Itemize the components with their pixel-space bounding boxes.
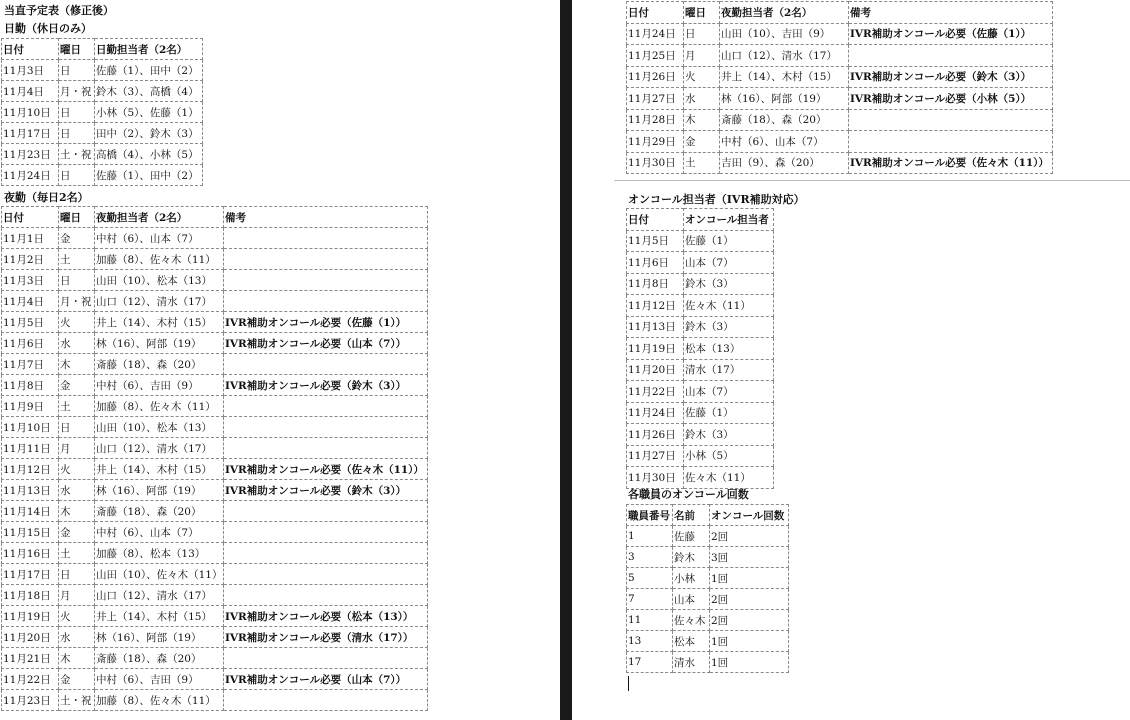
table-cell[interactable]: 火 [59, 606, 95, 627]
table-cell[interactable]: 11月12日 [627, 295, 684, 317]
table-cell[interactable]: 11月19日 [2, 606, 59, 627]
table-cell[interactable]: 11月3日 [2, 60, 59, 81]
table-cell[interactable]: 日 [59, 165, 95, 186]
table-cell[interactable]: 佐藤 [673, 526, 710, 547]
table-cell[interactable]: 土 [59, 396, 95, 417]
table-cell[interactable] [224, 648, 428, 669]
table-cell[interactable] [224, 228, 428, 249]
table-cell[interactable]: 鈴木 [673, 547, 710, 568]
document-title: 当直予定表（修正後） [4, 4, 114, 17]
table-cell[interactable]: 佐藤（1）、田中（2） [95, 165, 203, 186]
table-cell[interactable]: IVR補助オンコール必要（佐々木（11）） [849, 152, 1053, 174]
table-cell[interactable]: 土 [684, 152, 720, 174]
table-row [627, 652, 789, 673]
table-cell[interactable]: 山田（10）、吉田（9） [720, 23, 849, 45]
table-row [2, 585, 428, 606]
table-cell[interactable]: 11月6日 [627, 252, 684, 274]
table-cell[interactable]: 金 [59, 669, 95, 690]
table-cell[interactable]: 11月8日 [2, 375, 59, 396]
table-row [627, 467, 774, 489]
table-cell[interactable]: 月 [59, 585, 95, 606]
table-cell[interactable]: 山本（7） [684, 381, 774, 403]
table-cell[interactable]: 11月27日 [627, 445, 684, 467]
table-cell[interactable]: 火 [59, 459, 95, 480]
table-cell[interactable]: 13 [627, 631, 673, 652]
oncall-count-heading: 各職員のオンコール回数 [628, 488, 749, 501]
table-cell[interactable]: 林（16）、阿部（19） [95, 627, 224, 648]
table-cell[interactable]: 11月9日 [2, 396, 59, 417]
table-cell[interactable]: 加藤（8）、佐々木（11） [95, 249, 224, 270]
table-row [2, 270, 428, 291]
table-row [2, 333, 428, 354]
table-cell[interactable]: 11月12日 [2, 459, 59, 480]
table-cell[interactable]: 加藤（8）、佐々木（11） [95, 396, 224, 417]
table-cell[interactable]: 木 [59, 648, 95, 669]
table-cell[interactable] [224, 249, 428, 270]
table-cell[interactable]: 佐々木（11） [684, 467, 774, 489]
table-cell[interactable]: 月 [684, 45, 720, 67]
table-cell[interactable]: 日 [59, 270, 95, 291]
table-cell[interactable]: 土・祝 [59, 144, 95, 165]
table-cell[interactable]: 11月20日 [627, 359, 684, 381]
table-cell[interactable]: 山口（12）、清水（17） [720, 45, 849, 67]
table-row [627, 131, 1053, 153]
table-row [627, 66, 1053, 88]
oncall-count-table [626, 504, 789, 673]
header-cell[interactable]: 日付 [627, 209, 684, 231]
table-cell[interactable] [224, 501, 428, 522]
table-row [627, 23, 1053, 45]
header-cell[interactable]: 日付 [627, 2, 684, 24]
table-cell[interactable]: 日 [59, 123, 95, 144]
table-row [627, 273, 774, 295]
table-cell[interactable]: 11月10日 [2, 417, 59, 438]
table-row [2, 375, 428, 396]
table-cell[interactable] [224, 291, 428, 312]
table-cell[interactable]: 井上（14）、木村（15） [95, 606, 224, 627]
document-page-left[interactable] [0, 0, 560, 720]
table-cell[interactable]: 佐藤（1）、田中（2） [95, 60, 203, 81]
table-cell[interactable]: 佐々木 [673, 610, 710, 631]
table-cell[interactable]: 井上（14）、木村（15） [720, 66, 849, 88]
table-cell[interactable]: 小林（5）、佐藤（1） [95, 102, 203, 123]
table-cell[interactable]: 日 [59, 417, 95, 438]
table-cell[interactable]: 11月15日 [2, 522, 59, 543]
table-cell[interactable] [849, 45, 1053, 67]
table-cell[interactable]: 11月4日 [2, 291, 59, 312]
table-cell[interactable]: 11月24日 [627, 23, 684, 45]
table-cell[interactable]: 2回 [710, 610, 789, 631]
table-cell[interactable]: 斎藤（18）、森（20） [95, 648, 224, 669]
table-row [2, 564, 428, 585]
table-cell[interactable]: 鈴木（3）、高橋（4） [95, 81, 203, 102]
table-row [627, 45, 1053, 67]
table-row [627, 109, 1053, 131]
table-cell[interactable]: 日 [59, 102, 95, 123]
table-cell[interactable]: 中村（6）、山本（7） [95, 228, 224, 249]
table-row [627, 610, 789, 631]
table-cell[interactable]: 11月26日 [627, 424, 684, 446]
table-cell[interactable]: 金 [59, 375, 95, 396]
header-cell[interactable]: 曜日 [59, 207, 95, 228]
table-cell[interactable]: 小林（5） [684, 445, 774, 467]
table-header-row [627, 209, 774, 231]
table-cell[interactable]: 11月22日 [627, 381, 684, 403]
header-cell[interactable]: 職員番号 [627, 505, 673, 526]
oncall-table [626, 208, 774, 489]
table-cell[interactable]: IVR補助オンコール必要（佐々木（11）） [224, 459, 428, 480]
table-cell[interactable]: 11月4日 [2, 81, 59, 102]
table-cell[interactable]: 11月27日 [627, 88, 684, 110]
table-cell[interactable]: 井上（14）、木村（15） [95, 459, 224, 480]
table-cell[interactable]: 11月30日 [627, 467, 684, 489]
table-cell[interactable]: 金 [59, 228, 95, 249]
table-row [627, 316, 774, 338]
table-row [2, 249, 428, 270]
day-shift-heading: 日勤（休日のみ） [4, 22, 92, 35]
table-cell[interactable]: 清水（17） [684, 359, 774, 381]
table-cell[interactable]: 日 [59, 60, 95, 81]
table-cell[interactable]: 11月13日 [627, 316, 684, 338]
table-cell[interactable] [849, 109, 1053, 131]
table-cell[interactable]: 11月26日 [627, 66, 684, 88]
table-row [627, 424, 774, 446]
table-cell[interactable]: 11月25日 [627, 45, 684, 67]
header-cell[interactable]: 夜勤担当者（2名） [720, 2, 849, 24]
table-cell[interactable]: 中村（6）、吉田（9） [95, 669, 224, 690]
table-cell[interactable]: 加藤（8）、佐々木（11） [95, 690, 224, 711]
table-cell[interactable]: 7 [627, 589, 673, 610]
table-row [2, 102, 203, 123]
table-row [2, 291, 428, 312]
table-cell[interactable]: 水 [59, 627, 95, 648]
table-cell[interactable]: 吉田（9）、森（20） [720, 152, 849, 174]
table-cell[interactable]: 土 [59, 543, 95, 564]
table-cell[interactable]: 11月7日 [2, 354, 59, 375]
table-cell[interactable]: IVR補助オンコール必要（松本（13）） [224, 606, 428, 627]
table-cell[interactable] [224, 270, 428, 291]
table-row [2, 312, 428, 333]
table-cell[interactable]: 佐々木（11） [684, 295, 774, 317]
table-cell[interactable]: 2回 [710, 589, 789, 610]
table-cell[interactable]: 林（16）、阿部（19） [720, 88, 849, 110]
table-cell[interactable]: 山田（10）、松本（13） [95, 270, 224, 291]
table-cell[interactable]: 水 [684, 88, 720, 110]
table-cell[interactable]: 3 [627, 547, 673, 568]
table-row [2, 648, 428, 669]
table-cell[interactable]: 林（16）、阿部（19） [95, 333, 224, 354]
table-cell[interactable]: 斎藤（18）、森（20） [95, 354, 224, 375]
table-row [2, 501, 428, 522]
table-row [627, 381, 774, 403]
table-cell[interactable]: 月・祝 [59, 291, 95, 312]
table-cell[interactable]: 11 [627, 610, 673, 631]
table-cell[interactable] [224, 543, 428, 564]
table-cell[interactable] [224, 438, 428, 459]
table-row [2, 165, 203, 186]
table-cell[interactable]: 11月24日 [2, 165, 59, 186]
table-cell[interactable]: 11月5日 [627, 230, 684, 252]
table-row [627, 338, 774, 360]
table-cell[interactable]: 山本 [673, 589, 710, 610]
table-cell[interactable]: 金 [59, 522, 95, 543]
table-cell[interactable]: 11月29日 [627, 131, 684, 153]
oncall-heading: オンコール担当者（IVR補助対応） [628, 193, 805, 206]
table-row [627, 88, 1053, 110]
table-cell[interactable]: 中村（6）、吉田（9） [95, 375, 224, 396]
table-header-row [2, 207, 428, 228]
table-row [627, 589, 789, 610]
table-cell[interactable]: 11月3日 [2, 270, 59, 291]
table-cell[interactable]: 11月10日 [2, 102, 59, 123]
table-cell[interactable]: 加藤（8）、松本（13） [95, 543, 224, 564]
table-cell[interactable]: 中村（6）、山本（7） [95, 522, 224, 543]
table-cell[interactable]: 山口（12）、清水（17） [95, 438, 224, 459]
table-cell[interactable] [224, 690, 428, 711]
table-row [2, 480, 428, 501]
table-cell[interactable]: IVR補助オンコール必要（鈴木（3）） [224, 375, 428, 396]
table-cell[interactable]: 11月14日 [2, 501, 59, 522]
table-row [2, 228, 428, 249]
table-cell[interactable]: IVR補助オンコール必要（鈴木（3）） [224, 480, 428, 501]
table-cell[interactable]: 金 [684, 131, 720, 153]
table-cell[interactable]: 11月6日 [2, 333, 59, 354]
header-cell[interactable]: 日付 [2, 39, 59, 60]
table-row [2, 60, 203, 81]
table-cell[interactable]: 井上（14）、木村（15） [95, 312, 224, 333]
table-cell[interactable]: IVR補助オンコール必要（佐藤（1）） [224, 312, 428, 333]
table-row [627, 252, 774, 274]
table-cell[interactable]: 11月19日 [627, 338, 684, 360]
table-cell[interactable]: IVR補助オンコール必要（鈴木（3）） [849, 66, 1053, 88]
table-cell[interactable]: 月・祝 [59, 81, 95, 102]
table-cell[interactable]: 11月11日 [2, 438, 59, 459]
table-row [2, 543, 428, 564]
table-row [2, 123, 203, 144]
header-cell[interactable]: 名前 [673, 505, 710, 526]
table-cell[interactable]: 1回 [710, 631, 789, 652]
table-cell[interactable] [224, 522, 428, 543]
table-cell[interactable]: 松本 [673, 631, 710, 652]
table-cell[interactable]: 3回 [710, 547, 789, 568]
table-cell[interactable]: 火 [59, 312, 95, 333]
table-cell[interactable]: 山田（10）、松本（13） [95, 417, 224, 438]
table-row [2, 396, 428, 417]
table-cell[interactable] [224, 564, 428, 585]
table-row [627, 230, 774, 252]
header-cell[interactable]: オンコール担当者 [684, 209, 774, 231]
table-cell[interactable]: IVR補助オンコール必要（佐藤（1）） [849, 23, 1053, 45]
table-cell[interactable]: 11月24日 [627, 402, 684, 424]
table-cell[interactable]: IVR補助オンコール必要（山本（7）） [224, 669, 428, 690]
table-cell[interactable]: 11月2日 [2, 249, 59, 270]
table-row [2, 354, 428, 375]
table-row [627, 295, 774, 317]
table-cell[interactable]: 日 [684, 23, 720, 45]
day-shift-table [1, 38, 203, 186]
table-cell[interactable]: IVR補助オンコール必要（清水（17）） [224, 627, 428, 648]
table-cell[interactable]: 11月21日 [2, 648, 59, 669]
table-cell[interactable]: 山口（12）、清水（17） [95, 291, 224, 312]
table-row [2, 459, 428, 480]
table-cell[interactable]: 山口（12）、清水（17） [95, 585, 224, 606]
header-cell[interactable]: 備考 [849, 2, 1053, 24]
table-cell[interactable]: 1 [627, 526, 673, 547]
table-cell[interactable]: 山本（7） [684, 252, 774, 274]
night-shift-table [1, 206, 428, 711]
table-cell[interactable]: 木 [684, 109, 720, 131]
header-cell[interactable]: 日勤担当者（2名） [95, 39, 203, 60]
table-row [2, 438, 428, 459]
table-cell[interactable]: 11月23日 [2, 690, 59, 711]
table-cell[interactable]: 11月13日 [2, 480, 59, 501]
table-cell[interactable]: 中村（6）、山本（7） [720, 131, 849, 153]
table-cell[interactable]: 11月30日 [627, 152, 684, 174]
table-cell[interactable]: 11月23日 [2, 144, 59, 165]
night-shift-heading: 夜勤（毎日2名） [4, 191, 89, 204]
table-cell[interactable]: 火 [684, 66, 720, 88]
table-row [2, 669, 428, 690]
table-row [627, 445, 774, 467]
table-row [627, 359, 774, 381]
table-row [627, 568, 789, 589]
table-cell[interactable]: 11月16日 [2, 543, 59, 564]
table-row [627, 547, 789, 568]
table-row [2, 144, 203, 165]
table-cell[interactable]: 1回 [710, 652, 789, 673]
header-cell[interactable]: 夜勤担当者（2名） [95, 207, 224, 228]
table-row [2, 606, 428, 627]
header-cell[interactable]: オンコール回数 [710, 505, 789, 526]
table-cell[interactable] [224, 417, 428, 438]
table-cell[interactable] [849, 131, 1053, 153]
table-cell[interactable]: 11月20日 [2, 627, 59, 648]
table-header-row [627, 2, 1053, 24]
table-row [627, 526, 789, 547]
table-cell[interactable]: 土・祝 [59, 690, 95, 711]
table-row [2, 690, 428, 711]
table-cell[interactable]: 田中（2）、鈴木（3） [95, 123, 203, 144]
table-cell[interactable]: 木 [59, 354, 95, 375]
table-header-row [2, 39, 203, 60]
page-gutter [560, 0, 572, 720]
table-cell[interactable]: 水 [59, 333, 95, 354]
table-row [627, 631, 789, 652]
table-cell[interactable]: 鈴木（3） [684, 316, 774, 338]
table-cell[interactable]: 斎藤（18）、森（20） [720, 109, 849, 131]
table-cell[interactable]: 11月28日 [627, 109, 684, 131]
table-header-row [627, 505, 789, 526]
table-cell[interactable] [224, 396, 428, 417]
table-cell[interactable]: 2回 [710, 526, 789, 547]
table-cell[interactable]: 松本（13） [684, 338, 774, 360]
table-cell[interactable]: 11月17日 [2, 564, 59, 585]
table-cell[interactable]: 11月1日 [2, 228, 59, 249]
header-cell[interactable]: 日付 [2, 207, 59, 228]
table-cell[interactable]: 鈴木（3） [684, 273, 774, 295]
table-cell[interactable]: 11月17日 [2, 123, 59, 144]
table-cell[interactable]: 山田（10）、佐々木（11） [95, 564, 224, 585]
table-cell[interactable]: 清水 [673, 652, 710, 673]
table-cell[interactable]: 1回 [710, 568, 789, 589]
table-cell[interactable]: 林（16）、阿部（19） [95, 480, 224, 501]
header-cell[interactable]: 曜日 [684, 2, 720, 24]
table-cell[interactable]: 佐藤（1） [684, 402, 774, 424]
table-row [2, 417, 428, 438]
text-cursor [628, 676, 629, 691]
page-break-line [614, 180, 1130, 181]
header-cell[interactable]: 備考 [224, 207, 428, 228]
table-cell[interactable]: 11月22日 [2, 669, 59, 690]
table-cell[interactable]: 17 [627, 652, 673, 673]
table-cell[interactable]: IVR補助オンコール必要（山本（7）） [224, 333, 428, 354]
table-cell[interactable]: 木 [59, 501, 95, 522]
table-cell[interactable]: 11月5日 [2, 312, 59, 333]
table-row [627, 152, 1053, 174]
table-cell[interactable]: 佐藤（1） [684, 230, 774, 252]
table-cell[interactable]: 11月18日 [2, 585, 59, 606]
table-row [627, 402, 774, 424]
table-cell[interactable]: 小林 [673, 568, 710, 589]
table-cell[interactable]: IVR補助オンコール必要（小林（5）） [849, 88, 1053, 110]
night-shift-table-continued [626, 1, 1053, 174]
table-cell[interactable]: 5 [627, 568, 673, 589]
table-row [2, 522, 428, 543]
table-cell[interactable]: 斎藤（18）、森（20） [95, 501, 224, 522]
table-cell[interactable]: 月 [59, 438, 95, 459]
header-cell[interactable]: 曜日 [59, 39, 95, 60]
table-cell[interactable] [224, 354, 428, 375]
table-cell[interactable]: 土 [59, 249, 95, 270]
table-row [2, 627, 428, 648]
table-cell[interactable]: 鈴木（3） [684, 424, 774, 446]
table-row [2, 81, 203, 102]
table-cell[interactable]: 日 [59, 564, 95, 585]
table-cell[interactable] [224, 585, 428, 606]
table-cell[interactable]: 11月8日 [627, 273, 684, 295]
table-cell[interactable]: 高橋（4）、小林（5） [95, 144, 203, 165]
table-cell[interactable]: 水 [59, 480, 95, 501]
